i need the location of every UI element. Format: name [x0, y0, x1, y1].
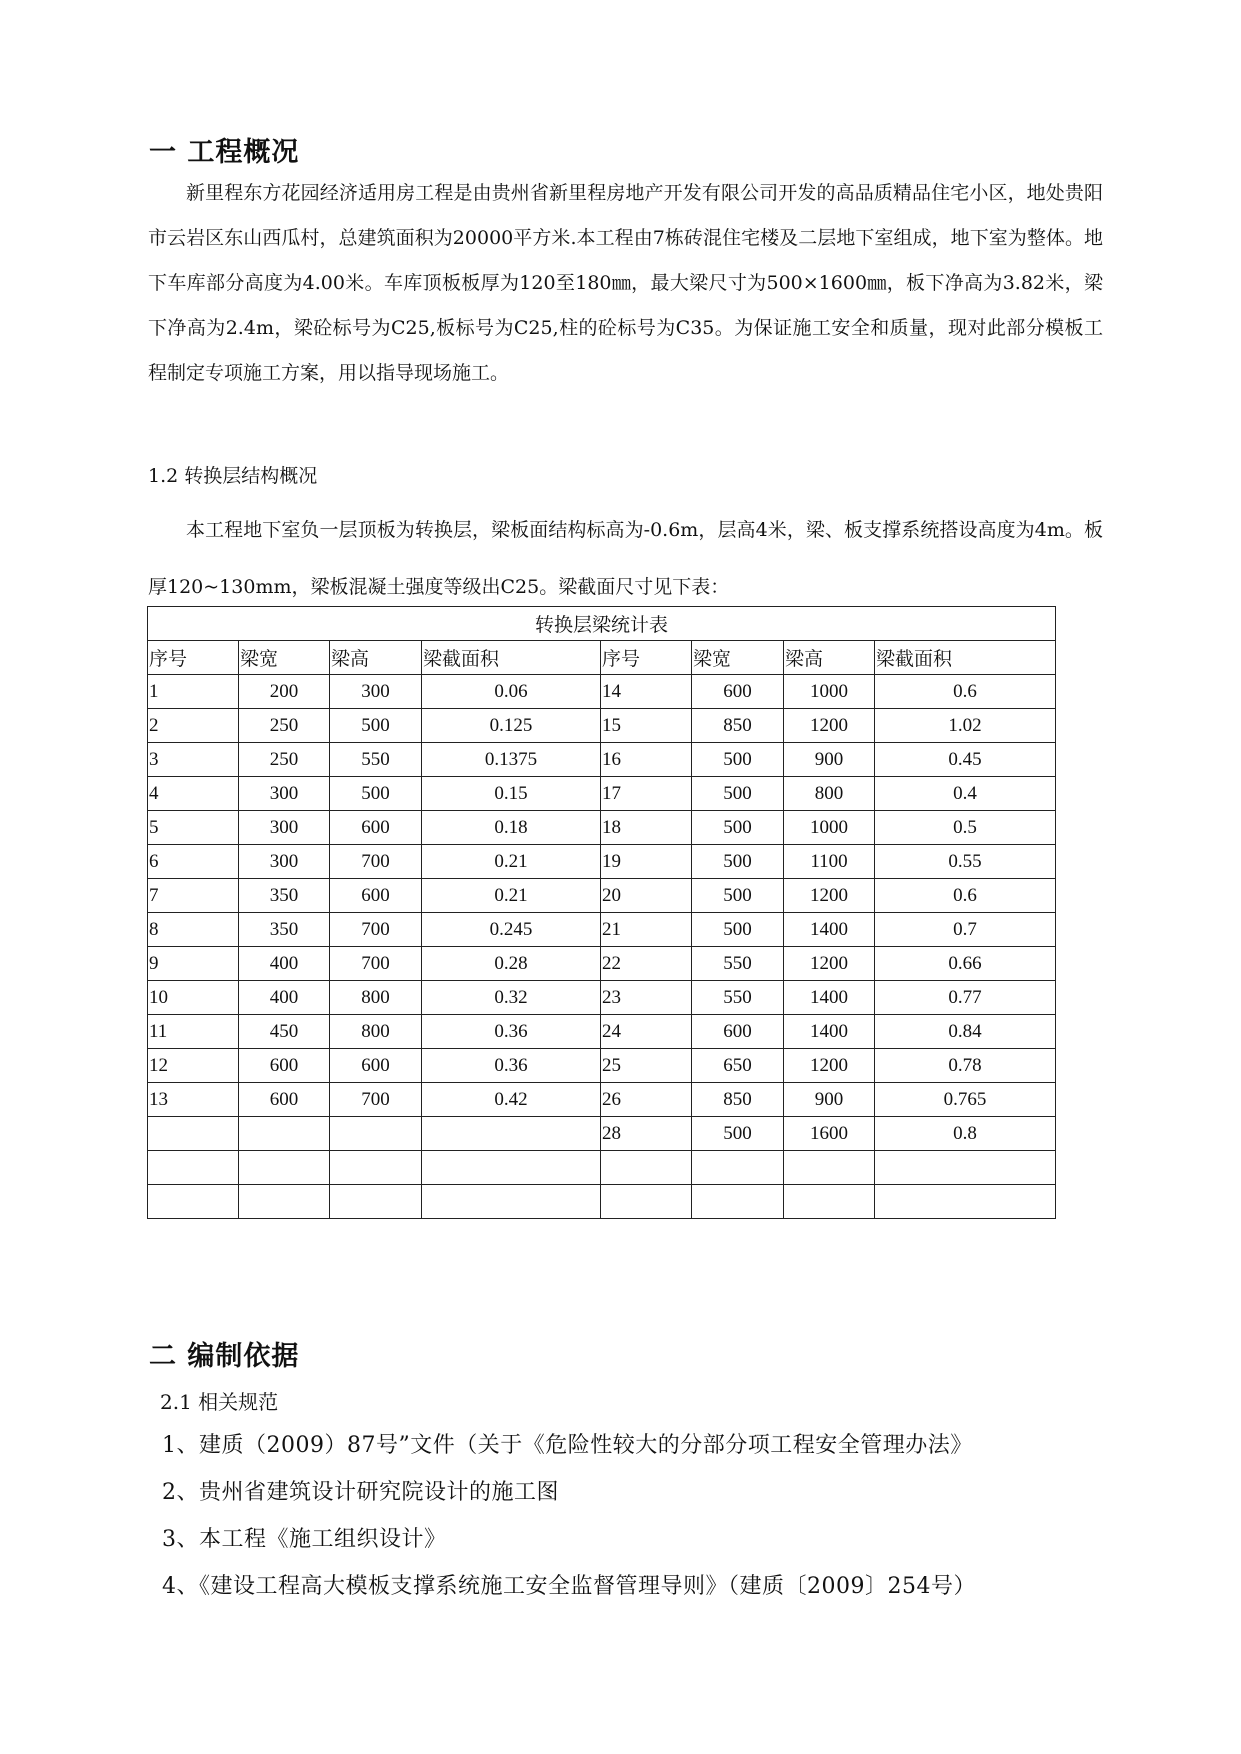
basis-item-2: 2、贵州省建筑设计研究院设计的施工图	[162, 1480, 559, 1505]
table-row	[148, 1185, 1056, 1219]
table-cell: 400	[239, 981, 330, 1015]
table-cell: 450	[239, 1015, 330, 1049]
table-cell: 0.7	[875, 913, 1056, 947]
table-cell	[148, 1185, 239, 1219]
table-cell: 700	[330, 845, 422, 879]
table-cell: 500	[692, 879, 784, 913]
table-cell: 600	[330, 1049, 422, 1083]
table-cell: 0.5	[875, 811, 1056, 845]
table-row	[148, 845, 1056, 879]
table-row	[148, 777, 1056, 811]
table-cell: 0.21	[422, 879, 601, 913]
table-cell: 16	[601, 743, 692, 777]
table-caption: 转换层梁统计表	[148, 607, 1056, 641]
table-cell: 4	[148, 777, 239, 811]
table-cell: 13	[148, 1083, 239, 1117]
section-1-heading: 一 工程概况	[149, 137, 300, 168]
column-header: 梁截面积	[875, 641, 1056, 675]
section-1-2-paragraph: 本工程地下室负一层顶板为转换层，梁板面结构标高为-0.6m，层高4米，梁、板支撑系统搭设高度为4m。板厚120~130mm，梁板混凝土强度等级出C25。梁截面尺寸见下表：	[148, 519, 1103, 598]
table-row	[148, 913, 1056, 947]
table-cell: 500	[692, 777, 784, 811]
basis-item-4: 4、《建设工程高大模板支撑系统施工安全监督管理导则》（建质〔2009〕254号）	[162, 1574, 976, 1599]
table-cell: 10	[148, 981, 239, 1015]
table-cell: 550	[330, 743, 422, 777]
table-cell	[330, 1117, 422, 1151]
table-cell: 0.84	[875, 1015, 1056, 1049]
table-cell: 0.32	[422, 981, 601, 1015]
table-cell: 300	[239, 845, 330, 879]
table-cell: 500	[692, 845, 784, 879]
table-cell: 15	[601, 709, 692, 743]
table-cell	[422, 1117, 601, 1151]
table-cell: 0.15	[422, 777, 601, 811]
table-cell: 1600	[784, 1117, 875, 1151]
table-cell	[422, 1151, 601, 1185]
section-2-heading: 二 编制依据	[149, 1341, 300, 1372]
table-cell: 500	[330, 777, 422, 811]
table-cell	[422, 1185, 601, 1219]
table-row	[148, 675, 1056, 709]
column-header: 序号	[601, 641, 692, 675]
table-cell: 700	[330, 913, 422, 947]
table-cell	[601, 1185, 692, 1219]
table-cell: 0.36	[422, 1049, 601, 1083]
table-cell: 1400	[784, 981, 875, 1015]
table-cell: 1400	[784, 1015, 875, 1049]
table-cell: 500	[330, 709, 422, 743]
table-cell: 400	[239, 947, 330, 981]
table-cell	[784, 1151, 875, 1185]
table-cell: 350	[239, 913, 330, 947]
table-cell: 9	[148, 947, 239, 981]
table-cell: 600	[692, 675, 784, 709]
table-cell: 26	[601, 1083, 692, 1117]
table-row	[148, 743, 1056, 777]
table-cell: 14	[601, 675, 692, 709]
table-cell	[148, 1151, 239, 1185]
basis-item-3: 3、本工程《施工组织设计》	[162, 1527, 447, 1552]
table-cell	[875, 1151, 1056, 1185]
table-cell: 20	[601, 879, 692, 913]
table-cell: 17	[601, 777, 692, 811]
table-row	[148, 1151, 1056, 1185]
table-cell: 850	[692, 709, 784, 743]
table-cell: 0.06	[422, 675, 601, 709]
column-header: 梁截面积	[422, 641, 601, 675]
table-cell	[692, 1185, 784, 1219]
table-cell: 900	[784, 743, 875, 777]
table-row	[148, 709, 1056, 743]
table-cell	[330, 1151, 422, 1185]
table-cell: 550	[692, 981, 784, 1015]
table-cell: 0.6	[875, 879, 1056, 913]
table-cell: 0.66	[875, 947, 1056, 981]
table-cell: 0.45	[875, 743, 1056, 777]
table-cell: 0.765	[875, 1083, 1056, 1117]
table-cell: 0.1375	[422, 743, 601, 777]
table-cell: 21	[601, 913, 692, 947]
table-cell: 3	[148, 743, 239, 777]
table-header-row	[148, 641, 1056, 675]
column-header: 梁高	[784, 641, 875, 675]
table-cell: 600	[692, 1015, 784, 1049]
table-cell: 800	[330, 1015, 422, 1049]
basis-item-1: 1、建质（2009）87号”文件（关于《危险性较大的分部分项工程安全管理办法》	[162, 1433, 973, 1458]
table-cell: 250	[239, 743, 330, 777]
table-cell	[239, 1151, 330, 1185]
column-header: 梁宽	[239, 641, 330, 675]
table-row	[148, 1015, 1056, 1049]
table-cell: 500	[692, 913, 784, 947]
table-caption-row	[148, 607, 1056, 641]
table-cell: 24	[601, 1015, 692, 1049]
table-cell: 0.55	[875, 845, 1056, 879]
table-row	[148, 1049, 1056, 1083]
table-cell: 1200	[784, 709, 875, 743]
table-cell	[330, 1185, 422, 1219]
table-cell	[784, 1185, 875, 1219]
table-row	[148, 947, 1056, 981]
table-cell: 18	[601, 811, 692, 845]
table-cell: 22	[601, 947, 692, 981]
table-cell: 700	[330, 1083, 422, 1117]
table-row	[148, 1083, 1056, 1117]
table-cell: 0.4	[875, 777, 1056, 811]
table-cell: 25	[601, 1049, 692, 1083]
section-1-paragraph: 新里程东方花园经济适用房工程是由贵州省新里程房地产开发有限公司开发的高品质精品住宅小区，地处贵阳市云岩区东山西瓜村，总建筑面积为20000平方米.本工程由7栋砖混住宅楼及二层地下室组成，地下室为整体。地下车库部分高度为4.00米。车库顶板板厚为120至180㎜，最大梁尺寸为500×1600㎜，板下净高为3.82米，梁下净高为2.4m，梁砼标号为C25,板标号为C25,柱的砼标号为C35。为保证施工安全和质量，现对此部分模板工程制定专项施工方案，用以指导现场施工。	[148, 182, 1103, 384]
table-cell: 1200	[784, 1049, 875, 1083]
table-cell	[148, 1117, 239, 1151]
table-row	[148, 811, 1056, 845]
table-cell: 0.78	[875, 1049, 1056, 1083]
table-cell: 300	[239, 777, 330, 811]
column-header: 序号	[148, 641, 239, 675]
table-cell: 23	[601, 981, 692, 1015]
table-cell: 1400	[784, 913, 875, 947]
table-cell: 0.18	[422, 811, 601, 845]
section-2-1-heading: 2.1 相关规范	[160, 1390, 279, 1414]
table-cell: 0.77	[875, 981, 1056, 1015]
table-cell: 250	[239, 709, 330, 743]
table-cell: 600	[330, 811, 422, 845]
table-cell: 550	[692, 947, 784, 981]
table-cell: 1200	[784, 879, 875, 913]
table-cell: 0.245	[422, 913, 601, 947]
table-cell: 600	[239, 1049, 330, 1083]
table-cell: 7	[148, 879, 239, 913]
table-cell: 6	[148, 845, 239, 879]
table-cell: 8	[148, 913, 239, 947]
table-cell: 19	[601, 845, 692, 879]
table-cell: 0.8	[875, 1117, 1056, 1151]
table-cell: 11	[148, 1015, 239, 1049]
table-cell: 900	[784, 1083, 875, 1117]
table-cell: 700	[330, 947, 422, 981]
column-header: 梁高	[330, 641, 422, 675]
table-cell	[239, 1117, 330, 1151]
table-cell: 500	[692, 743, 784, 777]
table-cell: 0.42	[422, 1083, 601, 1117]
table-row	[148, 981, 1056, 1015]
table-cell	[239, 1185, 330, 1219]
table-cell: 0.36	[422, 1015, 601, 1049]
table-cell: 0.28	[422, 947, 601, 981]
table-cell: 1000	[784, 811, 875, 845]
section-1-2-heading: 1.2 转换层结构概况	[148, 465, 318, 487]
table-cell: 1100	[784, 845, 875, 879]
table-cell: 1000	[784, 675, 875, 709]
column-header: 梁宽	[692, 641, 784, 675]
table-cell: 600	[330, 879, 422, 913]
table-cell: 850	[692, 1083, 784, 1117]
table-cell: 0.21	[422, 845, 601, 879]
table-cell: 350	[239, 879, 330, 913]
table-cell: 2	[148, 709, 239, 743]
table-cell: 200	[239, 675, 330, 709]
table-cell: 0.6	[875, 675, 1056, 709]
table-cell	[875, 1185, 1056, 1219]
beam-statistics-table	[147, 606, 1056, 1219]
table-cell: 0.125	[422, 709, 601, 743]
table-cell: 800	[330, 981, 422, 1015]
table-cell: 12	[148, 1049, 239, 1083]
table-cell	[601, 1151, 692, 1185]
table-cell: 5	[148, 811, 239, 845]
table-cell: 500	[692, 811, 784, 845]
table-cell: 1	[148, 675, 239, 709]
table-cell: 1200	[784, 947, 875, 981]
table-cell: 650	[692, 1049, 784, 1083]
table-cell: 600	[239, 1083, 330, 1117]
table-cell: 28	[601, 1117, 692, 1151]
table-cell: 300	[239, 811, 330, 845]
table-row	[148, 1117, 1056, 1151]
table-cell: 800	[784, 777, 875, 811]
table-cell: 300	[330, 675, 422, 709]
table-row	[148, 879, 1056, 913]
table-cell	[692, 1151, 784, 1185]
table-cell: 500	[692, 1117, 784, 1151]
table-cell: 1.02	[875, 709, 1056, 743]
